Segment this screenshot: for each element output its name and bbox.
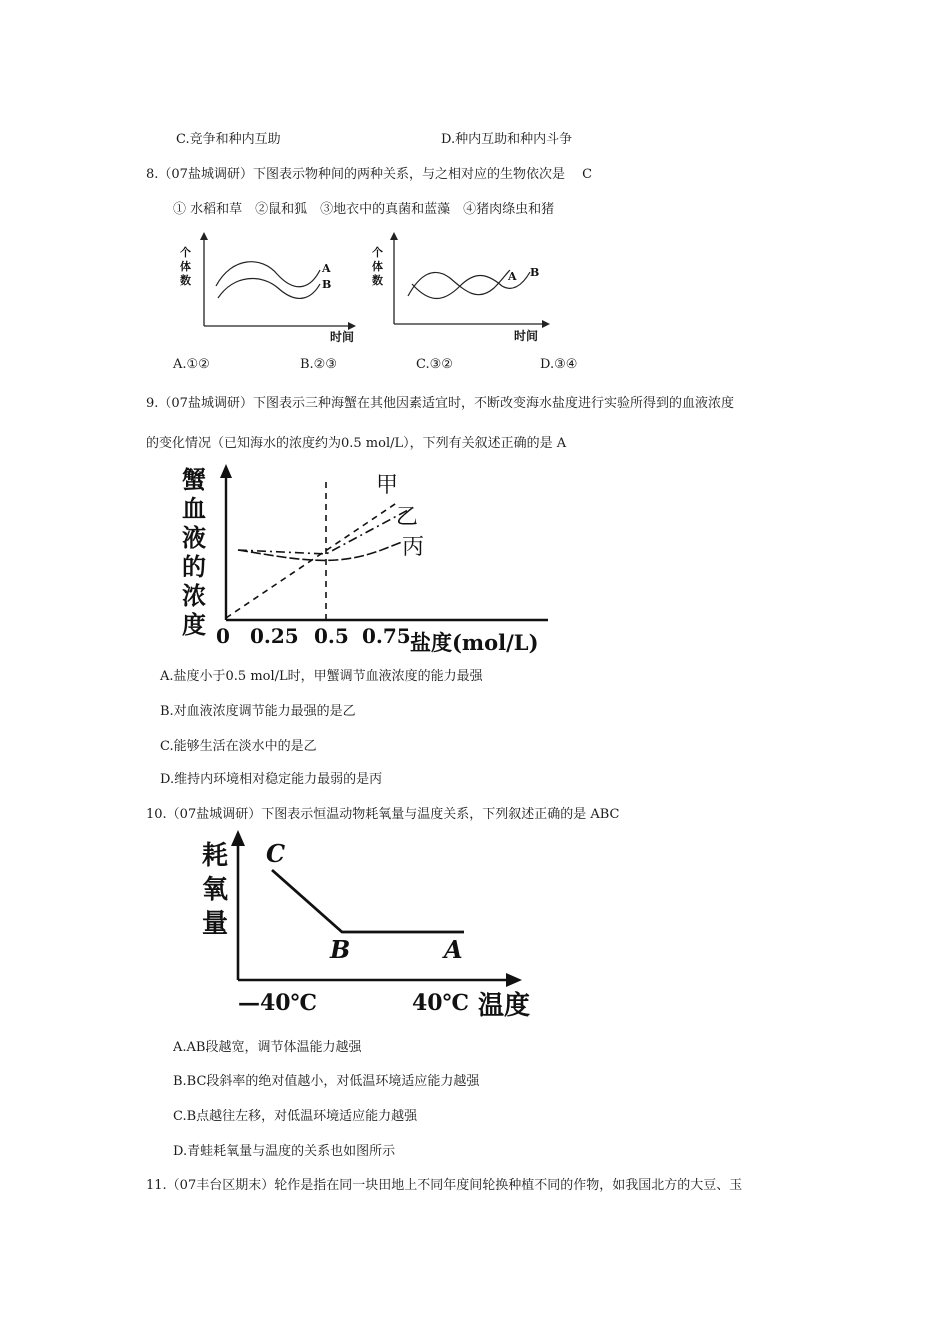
q8-option-b: B.②③ <box>300 357 337 372</box>
q9-ylabel-char-5: 浓 <box>182 581 206 610</box>
q9-figure <box>176 462 568 658</box>
q8-left-label-a: A <box>322 262 331 275</box>
q8-figure <box>172 226 562 351</box>
q10-point-c: C <box>266 839 286 868</box>
q9-ylabel-char-2: 血 <box>182 494 206 523</box>
q8-option-c: C.③② <box>416 357 453 372</box>
q9-ylabel-char-6: 度 <box>182 610 206 639</box>
q7-option-d: D.种内互助和种内斗争 <box>441 132 573 147</box>
q8-left-ylabel-3: 数 <box>180 274 191 287</box>
q8-left-curve-a <box>216 262 320 287</box>
q8-right-label-b: B <box>530 266 540 279</box>
q8-left-xlabel: 时间 <box>330 330 355 344</box>
q8-option-a: A.①② <box>173 357 210 372</box>
q11-stem: 11.（07丰台区期末）轮作是指在同一块田地上不同年度间轮换种植不同的作物，如我国北方的大豆、玉 <box>146 1178 743 1193</box>
q9-tick-0: 0 <box>216 624 230 648</box>
q10-ylabel-char-2: 氧 <box>202 875 229 905</box>
q9-tick-025: 0.25 <box>250 624 299 648</box>
q7-option-c: C.竞争和种内互助 <box>176 132 281 147</box>
q9-xlabel: 盐度(mol/L) <box>410 630 539 655</box>
q8-right-label-a: A <box>508 270 517 283</box>
q8-right-ylabel-2: 体 <box>372 260 383 273</box>
q8-right-curve-a <box>408 270 510 296</box>
q9-option-b: B.对血液浓度调节能力最强的是乙 <box>160 704 356 719</box>
q10-x-arrow <box>506 973 522 987</box>
q8-left-ylabel-2: 体 <box>180 260 191 273</box>
q9-tick-075: 0.75 <box>362 624 411 648</box>
q10-ylabel-char-3: 量 <box>202 909 229 939</box>
q8-right-ylabel-3: 数 <box>372 274 383 287</box>
q8-option-d: D.③④ <box>540 357 578 372</box>
q8-stem: 8.（07盐城调研）下图表示物种间的两种关系，与之相对应的生物依次是 C <box>146 167 593 182</box>
q9-option-c: C.能够生活在淡水中的是乙 <box>160 739 317 754</box>
q10-option-a: A.AB段越宽，调节体温能力越强 <box>173 1040 362 1055</box>
q10-point-a: A <box>444 935 463 964</box>
q10-point-b: B <box>330 935 351 964</box>
q9-stem-line-1: 9.（07盐城调研）下图表示三种海蟹在其他因素适宜时，不断改变海水盐度进行实验所得到的血液浓度 <box>146 396 734 411</box>
q9-tick-05: 0.5 <box>314 624 349 648</box>
q8-left-curve-b <box>218 279 320 299</box>
q9-ylabel <box>182 465 206 639</box>
q10-tick-minus40: —40℃ <box>238 990 317 1016</box>
q10-option-c: C.B点越往左移，对低温环境适应能力越强 <box>173 1109 418 1124</box>
q9-ylabel-char-3: 液 <box>182 523 206 552</box>
q10-y-arrow <box>231 830 245 846</box>
q8-left-label-b: B <box>322 278 332 291</box>
q9-option-d: D.维持内环境相对稳定能力最弱的是丙 <box>160 772 383 787</box>
q9-label-bing: 丙 <box>402 535 425 560</box>
q10-curve <box>272 870 464 932</box>
q9-ylabel-char-1: 蟹 <box>182 465 206 494</box>
q8-chart-right <box>372 232 550 343</box>
q9-series-yi <box>238 510 408 554</box>
q10-stem: 10.（07盐城调研）下图表示恒温动物耗氧量与温度关系，下列叙述正确的是 ABC <box>146 807 620 822</box>
q9-label-yi: 乙 <box>396 505 419 530</box>
q8-left-ylabel-1: 个 <box>180 246 191 259</box>
q9-ylabel-char-4: 的 <box>182 552 206 581</box>
q10-option-b: B.BC段斜率的绝对值越小，对低温环境适应能力越强 <box>173 1074 480 1089</box>
q10-figure <box>196 828 546 1024</box>
q10-tick-40: 40℃ <box>412 990 469 1016</box>
q9-option-a: A.盐度小于0.5 mol/L时，甲蟹调节血液浓度的能力最强 <box>160 669 483 684</box>
q8-right-xlabel: 时间 <box>514 329 539 343</box>
q9-label-jia: 甲 <box>376 473 399 498</box>
q10-xlabel: 温度 <box>478 991 531 1021</box>
q9-y-arrow <box>220 464 232 478</box>
q8-chart-left <box>180 232 356 344</box>
q9-stem-line-2: 的变化情况（已知海水的浓度约为0.5 mol/L），下列有关叙述正确的是 A <box>146 436 567 451</box>
q10-option-d: D.青蛙耗氧量与温度的关系也如图所示 <box>173 1144 396 1159</box>
q10-ylabel-char-1: 耗 <box>202 841 229 871</box>
q8-right-ylabel-1: 个 <box>372 246 383 259</box>
q8-items: ① 水稻和草 ②鼠和狐 ③地衣中的真菌和蓝藻 ④猪肉绦虫和猪 <box>173 202 555 217</box>
